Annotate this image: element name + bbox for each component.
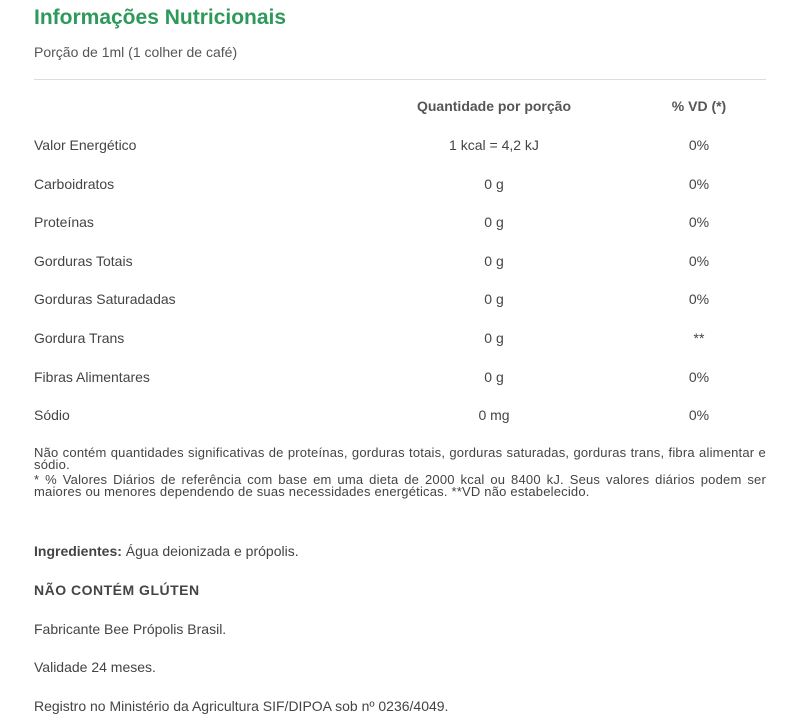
table-row [34, 214, 766, 234]
nutrient-quantity: 0 g [484, 330, 504, 346]
note-not-significant: Não contém quantidades significativas de proteínas, gorduras totais, gorduras saturadas, gorduras trans, fibra alimentar e sódio. [34, 445, 766, 472]
nutrient-quantity: 0 g [484, 369, 504, 385]
nutrient-quantity: 0 g [484, 291, 504, 307]
divider [34, 79, 766, 80]
portion-size: Porção de 1ml (1 colher de café) [34, 44, 238, 60]
nutrient-vd: 0% [688, 137, 710, 153]
nutrient-vd: 0% [688, 176, 710, 192]
validity: Validade 24 meses. [34, 659, 156, 675]
table-row [34, 253, 766, 273]
gluten-notice: NÃO CONTÉM GLÚTEN [34, 582, 200, 598]
nutrient-name: Gordura Trans [34, 330, 125, 346]
table-row [34, 330, 766, 350]
nutrient-vd: 0% [688, 214, 710, 230]
nutrient-name: Valor Energético [34, 137, 137, 153]
nutrient-name: Fibras Alimentares [34, 369, 150, 385]
manufacturer: Fabricante Bee Própolis Brasil. [34, 621, 227, 637]
nutrient-quantity: 0 g [484, 253, 504, 269]
nutrient-vd: ** [693, 330, 705, 346]
table-row [34, 369, 766, 389]
nutrient-vd: 0% [688, 291, 710, 307]
nutrient-name: Proteínas [34, 214, 94, 230]
nutrient-name: Sódio [34, 407, 70, 423]
nutrient-quantity: 1 kcal = 4,2 kJ [449, 137, 539, 153]
table-row [34, 291, 766, 311]
nutrient-vd: 0% [688, 407, 710, 423]
note-daily-values: * % Valores Diários de referência com base em uma dieta de 2000 kcal ou 8400 kJ. Seus valores diários podem ser maiores ou menores dependendo de suas necessidades energéticas. **VD não estabelecido. [34, 472, 766, 499]
header-vd: % VD (*) [671, 98, 727, 114]
nutrient-quantity: 0 mg [478, 407, 510, 423]
table-row [34, 407, 766, 427]
ingredients-value: Água deionizada e própolis. [121, 543, 299, 559]
registry: Registro no Ministério da Agricultura SIF/DIPOA sob nº 0236/4049. [34, 698, 449, 714]
nutrient-vd: 0% [688, 369, 710, 385]
ingredients [34, 543, 299, 559]
nutrient-name: Gorduras Totais [34, 253, 133, 269]
page-title: Informações Nutricionais [34, 6, 287, 29]
nutrient-name: Carboidratos [34, 176, 115, 192]
table-row [34, 137, 766, 157]
table-row [34, 176, 766, 196]
nutrient-quantity: 0 g [484, 214, 504, 230]
nutrient-quantity: 0 g [484, 176, 504, 192]
header-quantity: Quantidade por porção [416, 98, 571, 114]
ingredients-label: Ingredientes: [34, 543, 122, 559]
table-header [34, 98, 766, 118]
nutrient-name: Gorduras Saturadadas [34, 291, 176, 307]
nutrient-vd: 0% [688, 253, 710, 269]
